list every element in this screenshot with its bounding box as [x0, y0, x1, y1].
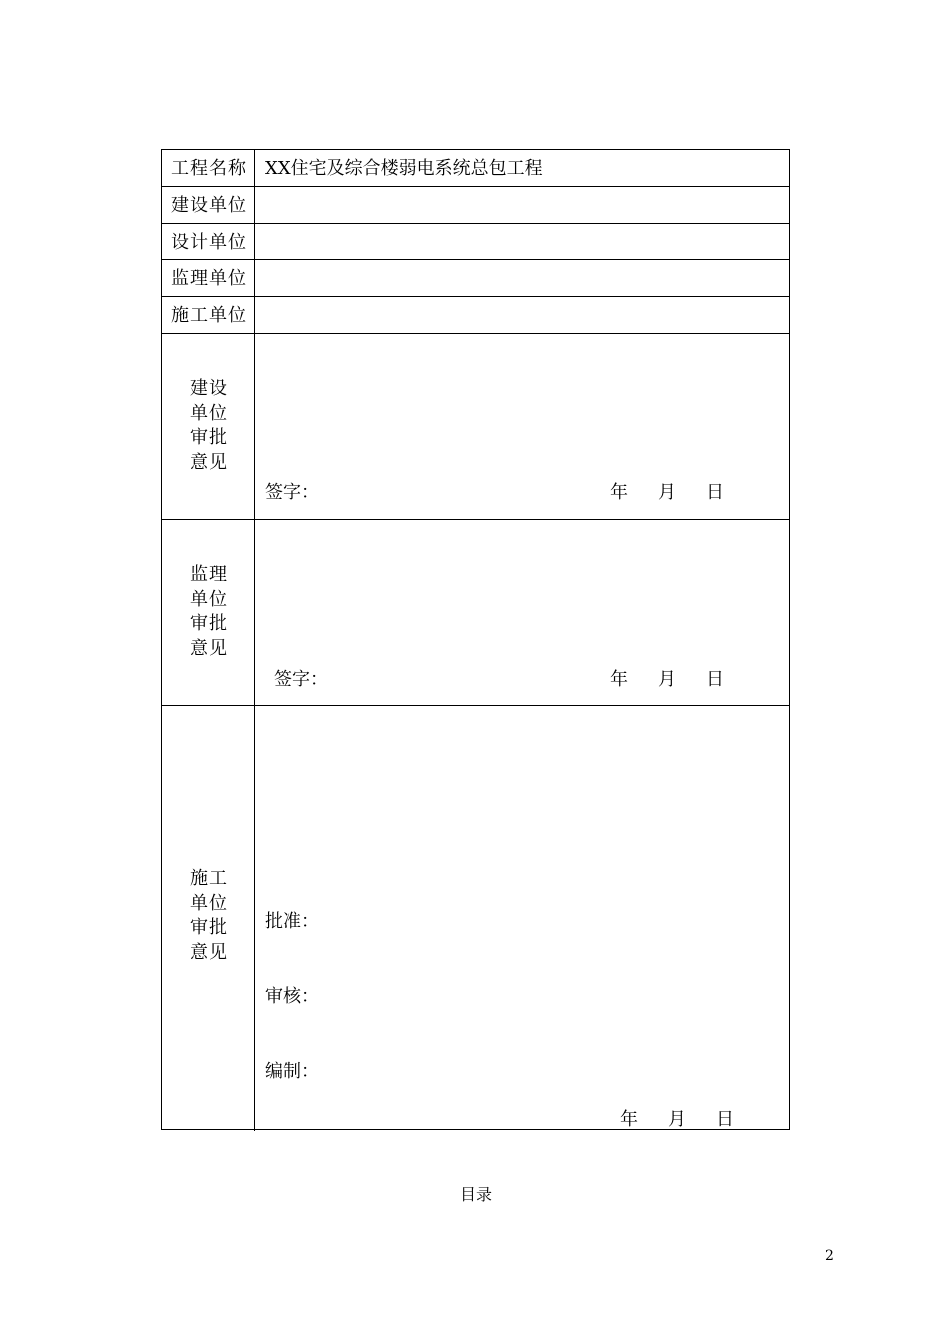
label-cell: [162, 224, 255, 259]
supervision-approval-row: [162, 520, 789, 706]
toc-title: 目录: [460, 1185, 493, 1204]
construction-sign-label: 签字：: [265, 482, 319, 503]
contractor-unit-label: 施工单位: [171, 305, 247, 326]
supervision-unit-label: 监理单位: [171, 268, 247, 289]
contractor-date-month: 月: [668, 1109, 686, 1130]
construction-unit-label: 建设单位: [171, 195, 247, 216]
construction-date-year: 年: [610, 482, 628, 503]
page-number: 2: [825, 1248, 834, 1264]
supervision-approval-label: 监理 单位 审批 意见: [190, 564, 228, 659]
supervision-date-day: 日: [706, 669, 724, 690]
table-row-design-unit: [162, 224, 789, 260]
supervision-sign-label: 签字：: [274, 669, 328, 690]
contractor-date-year: 年: [620, 1109, 638, 1130]
label-cell: [162, 520, 255, 705]
construction-date-day: 日: [706, 482, 724, 503]
project-name-value: XX住宅及综合楼弱电系统总包工程: [265, 158, 543, 179]
label-cell: [162, 706, 255, 1131]
construction-date-month: 月: [658, 482, 676, 503]
approve-label: 批准：: [265, 911, 319, 932]
contractor-date-day: 日: [716, 1109, 734, 1130]
approval-form-table: [161, 149, 790, 1130]
label-cell: [162, 297, 255, 333]
supervision-date-month: 月: [658, 669, 676, 690]
contractor-approval-label: 施工 单位 审批 意见: [190, 868, 228, 963]
table-row-project-name: [162, 150, 789, 187]
construction-approval-label: 建设 单位 审批 意见: [190, 378, 228, 473]
compile-label: 编制：: [265, 1061, 319, 1082]
table-row-contractor-unit: [162, 297, 789, 334]
contractor-approval-row: [162, 706, 789, 1131]
review-label: 审核：: [265, 986, 319, 1007]
label-cell: [162, 150, 255, 186]
project-name-label: 工程名称: [171, 158, 247, 179]
label-cell: [162, 334, 255, 519]
label-cell: [162, 187, 255, 223]
supervision-date-year: 年: [610, 669, 628, 690]
design-unit-label: 设计单位: [171, 232, 247, 253]
construction-approval-row: [162, 334, 789, 520]
table-row-construction-unit: [162, 187, 789, 224]
label-cell: [162, 260, 255, 296]
table-row-supervision-unit: [162, 260, 789, 297]
